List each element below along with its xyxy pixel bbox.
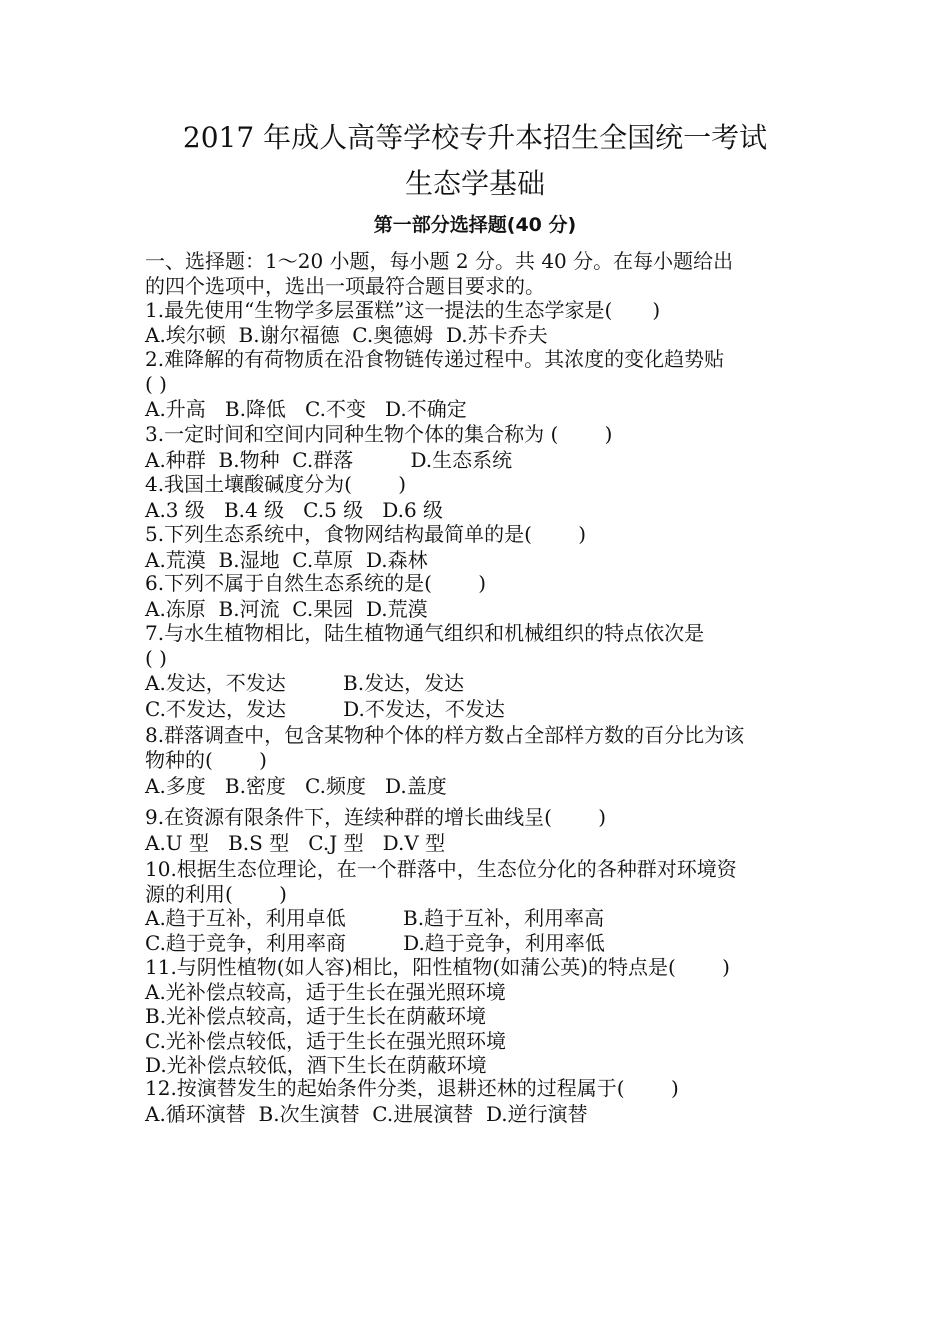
question-stem: 3.一定时间和空间内同种生物个体的集合称为 ( ) — [145, 422, 613, 446]
question-stem: 物种的( ) — [145, 748, 267, 772]
question-options: C.趋于竞争，利用率商 D.趋于竞争，利用率低 — [145, 931, 605, 955]
question-options: D.光补偿点较低，酒下生长在荫蔽环境 — [145, 1053, 487, 1077]
question-options: A.3 级 B.4 级 C.5 级 D.6 级 — [145, 498, 444, 522]
question-options: A.冻原 B.河流 C.果园 D.荒漠 — [145, 597, 428, 621]
question-stem: 6.下列不属于自然生态系统的是( ) — [145, 571, 487, 595]
section-heading: 第一部分选择题(40 分) — [373, 214, 577, 236]
question-options: A.升高 B.降低 C.不变 D.不确定 — [145, 397, 467, 421]
question-stem: 1.最先使用“生物学多层蛋糕”这一提法的生态学家是( ) — [145, 298, 661, 322]
question-stem: 9.在资源有限条件下，连续种群的增长曲线呈( ) — [145, 805, 607, 829]
question-options: A.发达，不发达 B.发达，发达 — [145, 671, 465, 695]
exam-title: 2017 年成人高等学校专升本招生全国统一考试 — [182, 121, 768, 154]
question-options: A.多度 B.密度 C.频度 D.盖度 — [145, 774, 447, 798]
question-options: C.光补偿点较低，适于生长在强光照环境 — [145, 1029, 506, 1053]
question-options: A.荒漠 B.湿地 C.草原 D.森林 — [145, 548, 428, 572]
question-options: A.U 型 B.S 型 C.J 型 D.V 型 — [145, 831, 446, 855]
question-stem: 5.下列生态系统中，食物网结构最简单的是( ) — [145, 522, 587, 546]
question-stem: 源的利用( ) — [145, 882, 287, 906]
instructions-line: 一、选择题：1～20 小题，每小题 2 分。共 40 分。在每小题给出 — [145, 249, 734, 273]
question-stem: 12.按演替发生的起始条件分类，退耕还林的过程属于( ) — [145, 1076, 679, 1100]
instructions-line: 的四个选项中，选出一项最符合题目要求的。 — [145, 274, 545, 298]
question-options: B.光补偿点较高，适于生长在荫蔽环境 — [145, 1004, 487, 1028]
question-stem: 8.群落调查中，包含某物种个体的样方数占全部样方数的百分比为该 — [145, 723, 745, 747]
question-stem: 4.我国土壤酸碱度分为( ) — [145, 472, 407, 496]
question-stem: ( ) — [145, 372, 167, 396]
question-stem: 2.难降解的有荷物质在沿食物链传递过程中。其浓度的变化趋势贴 — [145, 347, 725, 371]
question-options: A.种群 B.物种 C.群落 D.生态系统 — [145, 448, 513, 472]
question-stem: 11.与阴性植物(如人容)相比，阳性植物(如蒲公英)的特点是( ) — [145, 955, 730, 979]
question-stem: 7.与水生植物相比，陆生植物通气组织和机械组织的特点依次是 — [145, 621, 705, 645]
question-options: A.趋于互补，利用卓低 B.趋于互补，利用率高 — [145, 906, 605, 930]
question-stem: ( ) — [145, 646, 167, 670]
question-options: A.埃尔顿 B.谢尔福德 C.奥德姆 D.苏卡乔夫 — [145, 323, 548, 347]
question-stem: 10.根据生态位理论，在一个群落中，生态位分化的各种群对环境资 — [145, 857, 737, 881]
question-options: A.循环演替 B.次生演替 C.进展演替 D.逆行演替 — [145, 1102, 588, 1126]
question-options: A.光补偿点较高，适于生长在强光照环境 — [145, 980, 506, 1004]
question-options: C.不发达，发达 D.不发达，不发达 — [145, 697, 505, 721]
subject-title: 生态学基础 — [404, 167, 545, 200]
